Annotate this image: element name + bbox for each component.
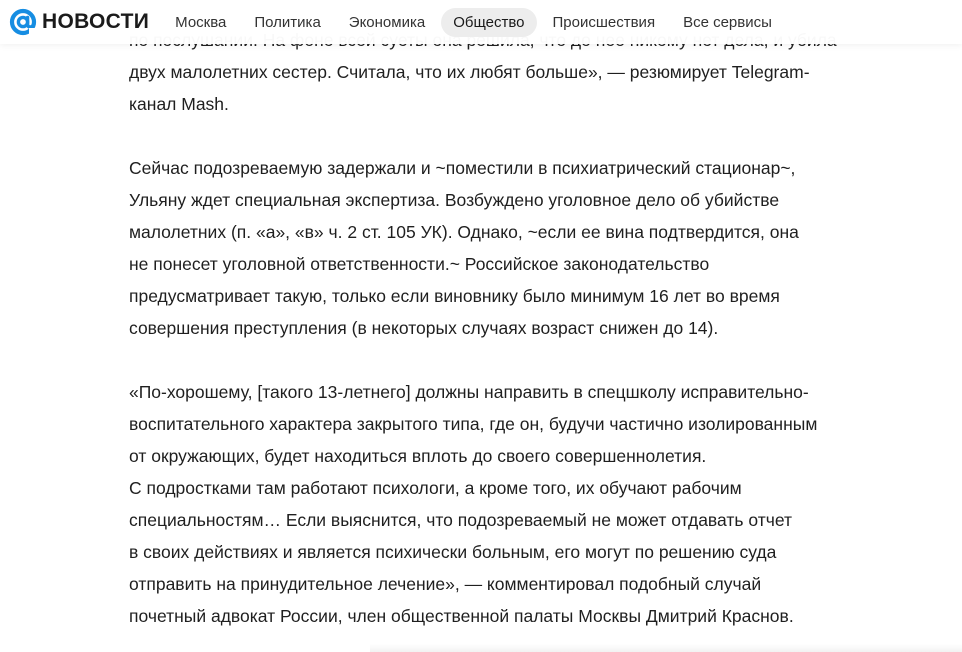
- article-line: Ульяну ждет специальная экспертиза. Возбуждено уголовное дело об убийстве: [129, 190, 780, 210]
- article-line: «По-хорошему, [такого 13-летнего] должны направить в спецшколу исправительно-: [129, 382, 809, 402]
- article-line: отправить на принудительное лечение», — комментировал подобный случай: [129, 574, 762, 594]
- article-line: в своих действиях и является психически больным, его могут по решению суда: [129, 542, 777, 562]
- article-line: Сейчас подозреваемую задержали и ~поместили в психиатрический стационар~,: [129, 158, 796, 178]
- article-line: воспитательного характера закрытого типа, где он, будучи частично изолированным: [129, 414, 818, 434]
- bottom-shadow: [370, 644, 962, 652]
- paragraph-gap: [129, 120, 909, 152]
- site-logo[interactable]: [9, 8, 149, 36]
- nav-item-politics[interactable]: Политика: [254, 13, 321, 31]
- article-line: С подростками там работают психологи, а кроме того, их обучают рабочим: [129, 478, 742, 498]
- at-sign-icon: [9, 8, 37, 36]
- article-line: предусматривает такую, только если виновнику было минимум 16 лет во время: [129, 286, 780, 306]
- nav-item-incidents[interactable]: Происшествия: [552, 13, 656, 31]
- article-line: канал Mash.: [129, 94, 229, 114]
- paragraph-gap: [129, 344, 909, 376]
- article-line: совершения преступления (в некоторых случаях возраст снижен до 14).: [129, 318, 719, 338]
- article-line: не понесет уголовной ответственности.~ Российское законодательство: [129, 254, 710, 274]
- article-line: от окружающих, будет находиться вплоть до своего совершеннолетия.: [129, 446, 707, 466]
- logo-text: НОВОСТИ: [42, 10, 150, 33]
- nav-item-all-services[interactable]: Все сервисы: [683, 13, 772, 31]
- article-line: малолетних (п. «а», «в» ч. 2 ст. 105 УК). Однако, ~если ее вина подтвердится, она: [129, 222, 799, 242]
- article-line: почетный адвокат России, член общественной палаты Москвы Дмитрий Краснов.: [129, 606, 794, 626]
- nav-item-moscow[interactable]: Москва: [175, 13, 227, 31]
- main-nav: [163, 8, 788, 37]
- article-line: двух малолетних сестер. Считала, что их любят больше», — резюмирует Telegram-: [129, 62, 810, 82]
- nav-item-society[interactable]: Общество: [441, 8, 536, 37]
- article-line: специальностям… Если выяснится, что подозреваемый не может отдавать отчет: [129, 510, 793, 530]
- nav-item-economy[interactable]: Экономика: [348, 13, 426, 31]
- article-body: [129, 24, 909, 632]
- site-header: [0, 0, 962, 44]
